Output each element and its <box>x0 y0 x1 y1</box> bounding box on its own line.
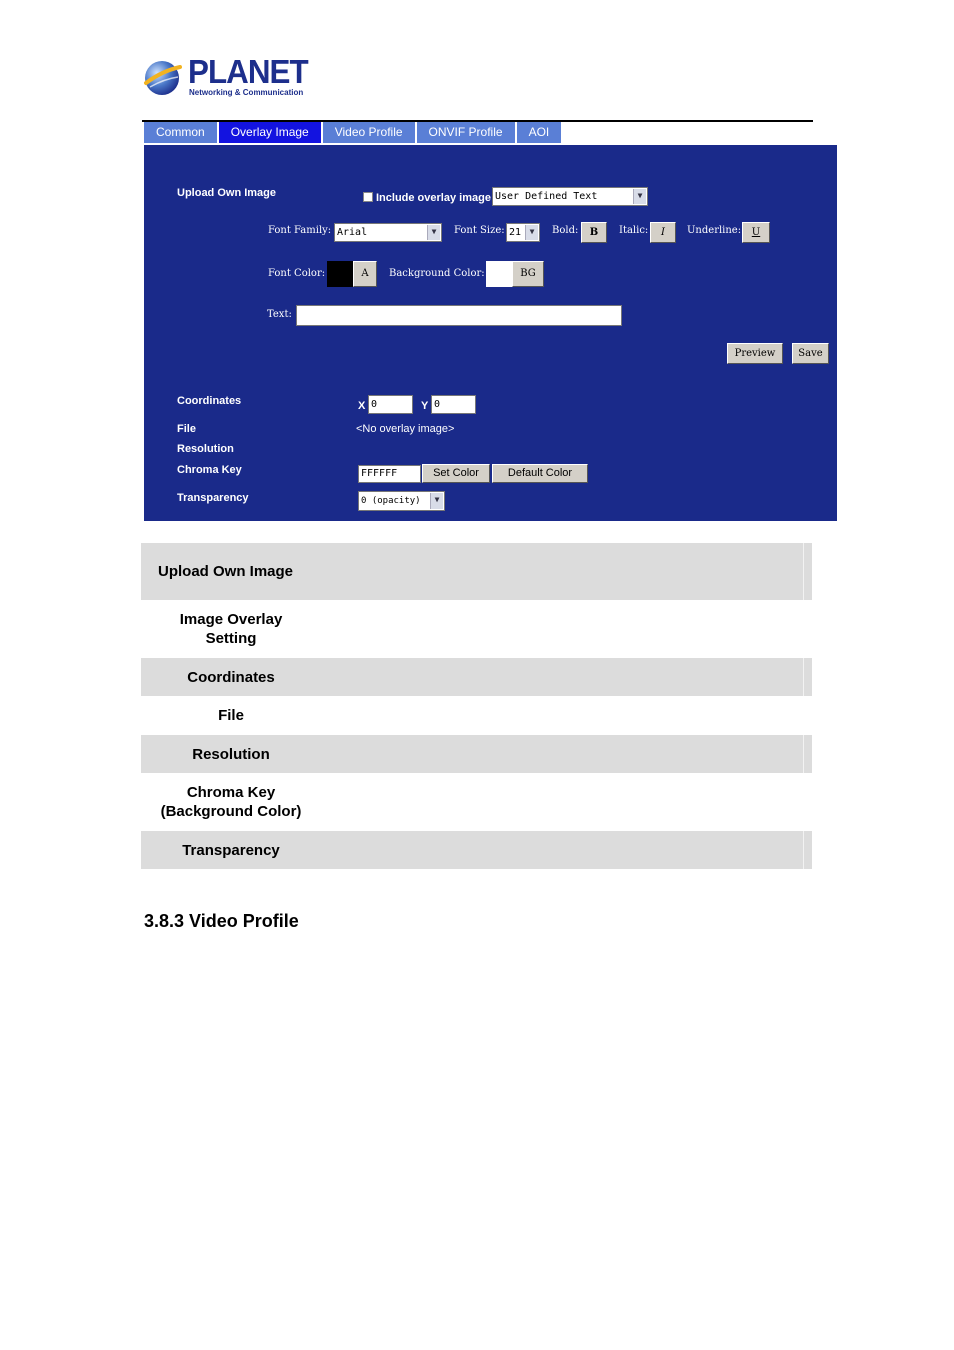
underline-label: Underline: <box>687 225 742 236</box>
transparency-label: Transparency <box>177 492 249 504</box>
tab-aoi[interactable]: AOI <box>517 122 564 143</box>
globe-icon <box>142 57 182 97</box>
row-label-line: Chroma Key <box>186 784 276 801</box>
overlay-type-select[interactable] <box>492 187 648 206</box>
background-color-label: Background Color: <box>389 268 485 279</box>
tab-onvif-profile[interactable]: ONVIF Profile <box>417 122 517 143</box>
italic-button[interactable]: I <box>650 222 676 243</box>
font-size-select[interactable] <box>506 223 540 242</box>
upload-own-image-label: Upload Own Image <box>177 187 277 199</box>
font-color-swatch <box>327 261 353 287</box>
brand-tagline: Networking & Communication <box>189 88 304 97</box>
tab-video-profile[interactable]: Video Profile <box>323 122 417 143</box>
file-label: File <box>177 423 196 435</box>
brand-name: PLANET <box>188 53 308 90</box>
column-divider <box>803 831 804 869</box>
transparency-value: 0 (opacity) <box>361 496 421 506</box>
planet-logo <box>142 55 312 101</box>
column-divider <box>803 543 804 600</box>
chroma-key-label: Chroma Key <box>177 464 242 476</box>
include-overlay-label: Include overlay image <box>376 192 491 204</box>
font-family-label: Font Family: <box>268 225 332 236</box>
chevron-down-icon: ▼ <box>430 493 443 509</box>
text-label: Text: <box>267 309 292 320</box>
save-button[interactable]: Save <box>792 343 829 364</box>
italic-label: Italic: <box>619 225 649 236</box>
overlay-text-input[interactable] <box>296 305 622 326</box>
table-row <box>141 600 812 658</box>
font-color-button[interactable]: A <box>353 261 377 287</box>
preview-button[interactable]: Preview <box>727 343 783 364</box>
coordinates-label: Coordinates <box>177 395 242 407</box>
include-overlay-checkbox[interactable] <box>363 192 373 202</box>
y-label: Y <box>421 400 429 412</box>
row-label-line: Setting <box>205 630 257 647</box>
row-label: Upload Own Image <box>158 563 294 580</box>
overlay-type-value: User Defined Text <box>495 191 598 202</box>
background-color-button[interactable]: BG <box>512 261 544 287</box>
chevron-down-icon: ▼ <box>427 225 440 240</box>
table-row <box>141 831 812 869</box>
table-row <box>141 773 812 831</box>
chevron-down-icon: ▼ <box>525 225 538 240</box>
row-label: File <box>218 707 244 724</box>
overlay-settings-panel <box>144 145 837 521</box>
row-label: Resolution <box>192 745 270 763</box>
font-size-value: 21 <box>509 227 522 238</box>
row-label <box>141 773 321 831</box>
bold-label: Bold: <box>552 225 579 236</box>
y-coordinate-input[interactable]: 0 <box>431 395 476 414</box>
chevron-down-icon: ▼ <box>633 189 646 204</box>
column-divider <box>803 658 804 696</box>
table-row <box>141 735 812 773</box>
background-color-swatch <box>486 261 512 287</box>
chroma-key-input[interactable]: FFFFFF <box>358 465 421 483</box>
table-row <box>141 658 812 696</box>
row-label-line: Image Overlay <box>179 611 283 628</box>
table-row <box>141 543 812 600</box>
font-color-label: Font Color: <box>268 268 326 279</box>
x-coordinate-input[interactable]: 0 <box>368 395 413 414</box>
default-color-button[interactable]: Default Color <box>492 464 588 483</box>
row-label: Transparency <box>182 841 280 859</box>
font-family-select[interactable] <box>334 223 442 242</box>
bold-button[interactable]: B <box>581 222 607 243</box>
row-label-line: (Background Color) <box>160 803 302 820</box>
tab-bar <box>144 122 563 143</box>
font-size-label: Font Size: <box>454 225 505 236</box>
file-value: <No overlay image> <box>356 423 455 435</box>
row-label <box>141 600 321 658</box>
x-label: X <box>358 400 366 412</box>
underline-button[interactable]: U <box>742 222 770 243</box>
set-color-button[interactable]: Set Color <box>422 464 490 483</box>
tab-common[interactable]: Common <box>144 122 219 143</box>
transparency-select[interactable] <box>358 491 445 511</box>
row-label: Coordinates <box>187 668 275 686</box>
column-divider <box>803 735 804 773</box>
resolution-label: Resolution <box>177 443 234 455</box>
font-family-value: Arial <box>337 227 368 238</box>
section-heading: 3.8.3 Video Profile <box>144 911 299 931</box>
table-row <box>141 696 812 735</box>
tab-overlay-image[interactable]: Overlay Image <box>219 122 323 143</box>
